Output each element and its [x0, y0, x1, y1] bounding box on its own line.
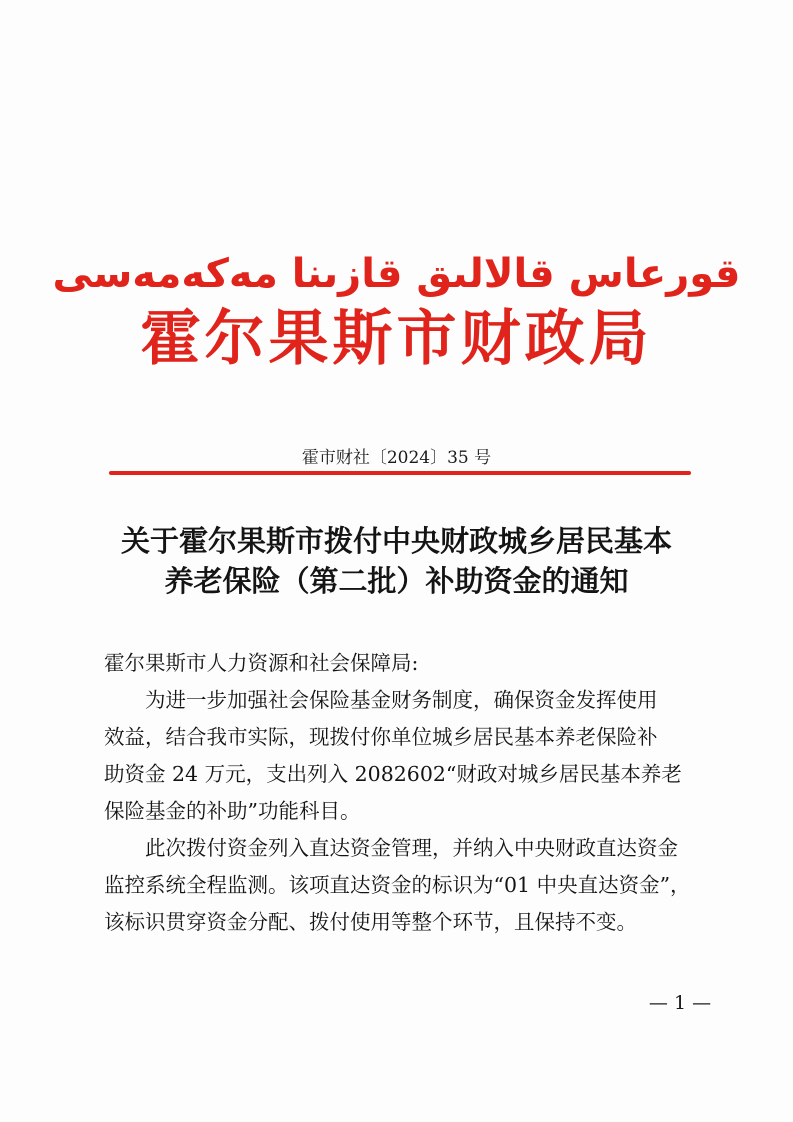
- paragraph-1: [104, 682, 716, 830]
- paragraph-2-line-1: 此次拨付资金列入直达资金管理，并纳入中央财政直达资金: [145, 836, 678, 860]
- paragraph-1-line-2: 效益，结合我市实际，现拨付你单位城乡居民基本养老保险补: [104, 725, 658, 749]
- paragraph-1-line-3: 助资金 24 万元，支出列入 2082602“财政对城乡居民基本养老: [104, 762, 682, 786]
- page-number: — 1 —: [648, 992, 712, 1014]
- title-line-2: 养老保险（第二批）补助资金的通知: [164, 564, 629, 598]
- title-line-1: 关于霍尔果斯市拨付中央财政城乡居民基本: [120, 524, 672, 558]
- header-uyghur-name: قورعاس قالالىق قازىنا مەكەمەسى: [52, 251, 741, 297]
- red-divider-line: [109, 471, 691, 475]
- salutation: 霍尔果斯市人力资源和社会保障局:: [104, 651, 419, 675]
- header-chinese-name: 霍尔果斯市财政局: [140, 304, 653, 374]
- document-body: [104, 645, 716, 941]
- document-title: [80, 521, 713, 601]
- document-number: 霍市财社〔2024〕35 号: [301, 448, 492, 468]
- paragraph-2-line-3: 该标识贯穿资金分配、拨付使用等整个环节，且保持不变。: [104, 910, 637, 934]
- paragraph-2-line-2: 监控系统全程监测。该项直达资金的标识为“01 中央直达资金”，: [104, 873, 691, 897]
- paragraph-1-line-4: 保险基金的补助”功能科目。: [104, 799, 361, 823]
- paragraph-2: [104, 830, 716, 941]
- paragraph-1-line-1: 为进一步加强社会保险基金财务制度，确保资金发挥使用: [145, 688, 658, 712]
